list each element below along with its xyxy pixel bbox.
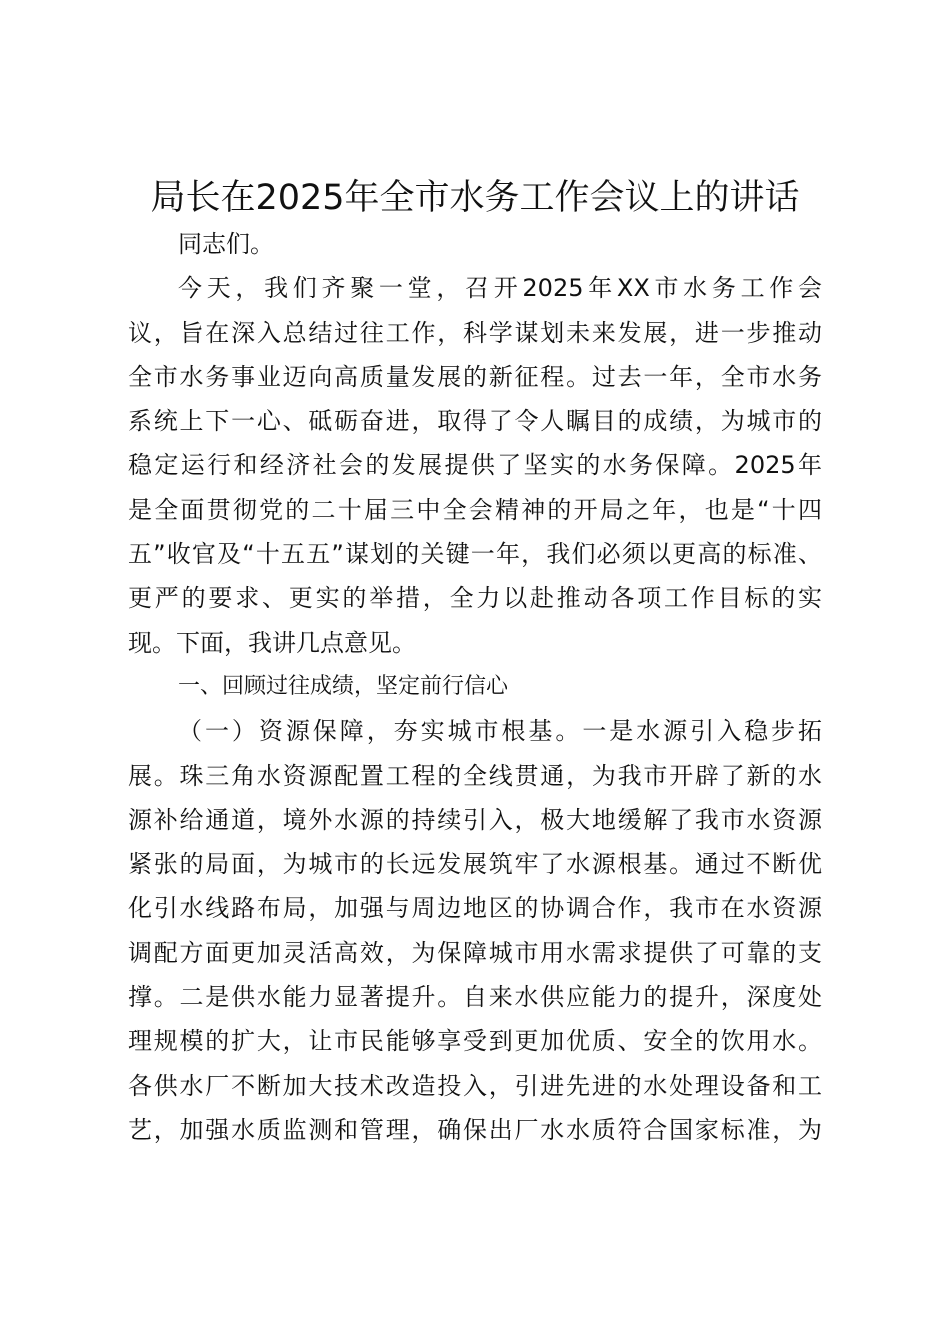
document-body — [128, 222, 822, 1152]
paragraph-line: 系统上下一心、砥砺奋进，取得了令人瞩目的成绩，为城市的 — [128, 407, 822, 436]
paragraph-line: 调配方面更加灵活高效，为保障城市用水需求提供了可靠的支 — [128, 938, 822, 967]
paragraph-line: 理规模的扩大，让市民能够享受到更加优质、安全的饮用水。 — [128, 1027, 822, 1056]
paragraph-line: 展。珠三角水资源配置工程的全线贯通，为我市开辟了新的水 — [128, 761, 822, 790]
paragraph-line: 各供水厂不断加大技术改造投入，引进先进的水处理设备和工 — [128, 1071, 822, 1100]
paragraph-line: 源补给通道，境外水源的持续引入，极大地缓解了我市水资源 — [128, 805, 822, 834]
section-heading: 一、回顾过往成绩，坚定前行信心 — [178, 673, 509, 699]
paragraph-line: 全市水务事业迈向高质量发展的新征程。过去一年，全市水务 — [128, 362, 822, 391]
paragraph-line: 更严的要求、更实的举措，全力以赴推动各项工作目标的实 — [128, 584, 822, 613]
document-title: 局长在2025年全市水务工作会议上的讲话 — [150, 178, 800, 218]
paragraph-line: 化引水线路布局，加强与周边地区的协调合作，我市在水资源 — [128, 894, 822, 923]
paragraph-line: 今天，我们齐聚一堂，召开2025年XX市水务工作会 — [178, 274, 822, 303]
paragraph-line: 是全面贯彻党的二十届三中全会精神的开局之年，也是“十四 — [128, 495, 822, 524]
paragraph-line: 撑。二是供水能力显著提升。自来水供应能力的提升，深度处 — [128, 983, 822, 1012]
paragraph-line: 紧张的局面，为城市的长远发展筑牢了水源根基。通过不断优 — [128, 850, 822, 879]
paragraph-line: 议，旨在深入总结过往工作，科学谋划未来发展，进一步推动 — [128, 318, 822, 347]
salutation: 同志们。 — [178, 230, 274, 258]
paragraph-line: （一）资源保障，夯实城市根基。一是水源引入稳步拓 — [178, 717, 822, 746]
paragraph-line: 现。下面，我讲几点意见。 — [128, 628, 416, 657]
paragraph-line: 五”收官及“十五五”谋划的关键一年，我们必须以更高的标准、 — [128, 540, 822, 569]
paragraph-line: 稳定运行和经济社会的发展提供了坚实的水务保障。2025年 — [128, 451, 822, 480]
paragraph-line: 艺，加强水质监测和管理，确保出厂水水质符合国家标准，为 — [128, 1115, 822, 1144]
